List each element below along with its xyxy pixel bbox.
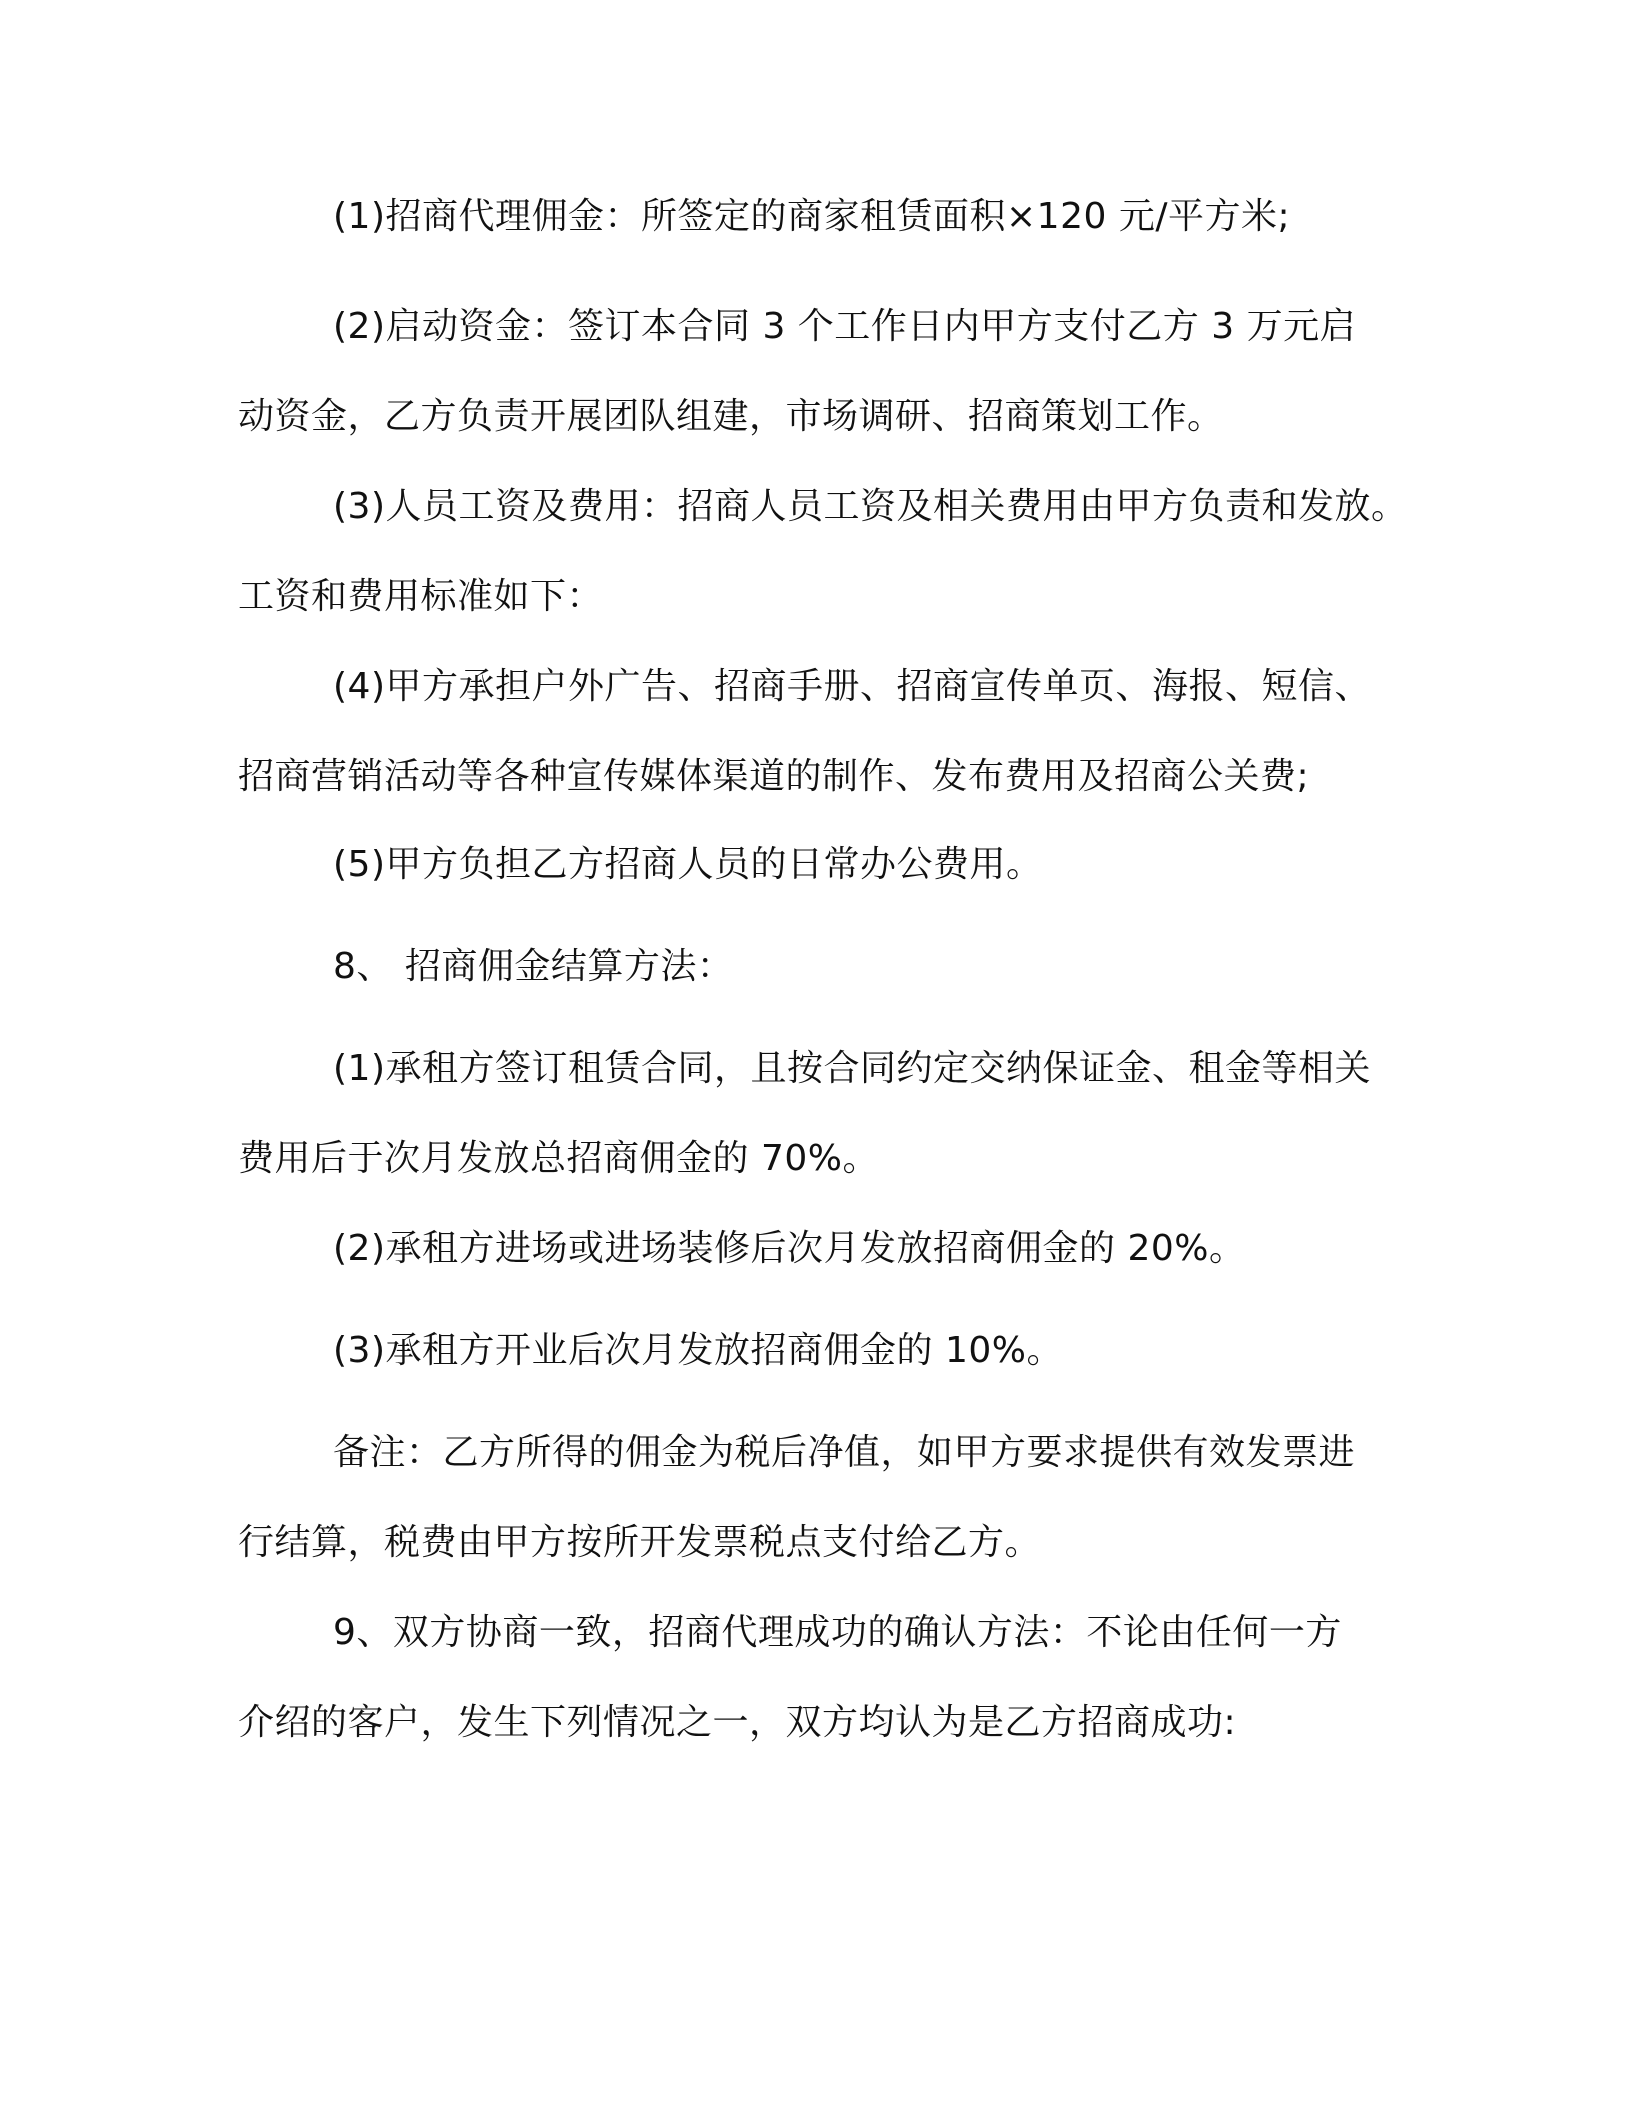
paragraph-line: (5)甲方负担乙方招商人员的日常办公费用。	[333, 844, 1043, 885]
paragraph-line: 动资金，乙方负责开展团队组建，市场调研、招商策划工作。	[238, 396, 1224, 437]
paragraph-line: 备注：乙方所得的佣金为税后净值，如甲方要求提供有效发票进	[333, 1432, 1356, 1473]
paragraph-startup-funds	[238, 282, 1398, 462]
paragraph-settlement-10	[238, 1306, 1398, 1396]
paragraph-line: 招商营销活动等各种宣传媒体渠道的制作、发布费用及招商公关费;	[238, 756, 1310, 797]
paragraph-settlement-20	[238, 1204, 1398, 1294]
paragraph-line: (3)承租方开业后次月发放招商佣金的 10%。	[333, 1330, 1063, 1371]
paragraph-advertising-costs	[238, 642, 1398, 822]
section-heading: 8、 招商佣金结算方法：	[333, 946, 734, 987]
section-heading-settlement	[238, 922, 1398, 1012]
paragraph-line: 介绍的客户，发生下列情况之一，双方均认为是乙方招商成功:	[238, 1702, 1237, 1743]
paragraph-office-expenses	[238, 820, 1398, 910]
paragraph-line: (2)承租方进场或进场装修后次月发放招商佣金的 20%。	[333, 1228, 1246, 1269]
paragraph-staff-wages	[238, 462, 1408, 642]
paragraph-line: (1)招商代理佣金：所签定的商家租赁面积×120 元/平方米;	[333, 196, 1291, 237]
paragraph-line: (2)启动资金：签订本合同 3 个工作日内甲方支付乙方 3 万元启	[333, 306, 1357, 347]
paragraph-line: 费用后于次月发放总招商佣金的 70%。	[238, 1138, 879, 1179]
paragraph-line: 工资和费用标准如下：	[238, 576, 604, 617]
paragraph-commission	[238, 172, 1398, 262]
paragraph-settlement-70	[238, 1024, 1398, 1204]
paragraph-line: 行结算，税费由甲方按所开发票税点支付给乙方。	[238, 1522, 1042, 1563]
paragraph-confirmation-method	[238, 1588, 1398, 1768]
paragraph-line: (4)甲方承担户外广告、招商手册、招商宣传单页、海报、短信、	[333, 666, 1371, 707]
paragraph-line: 9、双方协商一致，招商代理成功的确认方法：不论由任何一方	[333, 1612, 1342, 1653]
paragraph-line: (3)人员工资及费用：招商人员工资及相关费用由甲方负责和发放。	[333, 486, 1408, 527]
paragraph-line: (1)承租方签订租赁合同，且按合同约定交纳保证金、租金等相关	[333, 1048, 1371, 1089]
paragraph-note	[238, 1408, 1398, 1588]
